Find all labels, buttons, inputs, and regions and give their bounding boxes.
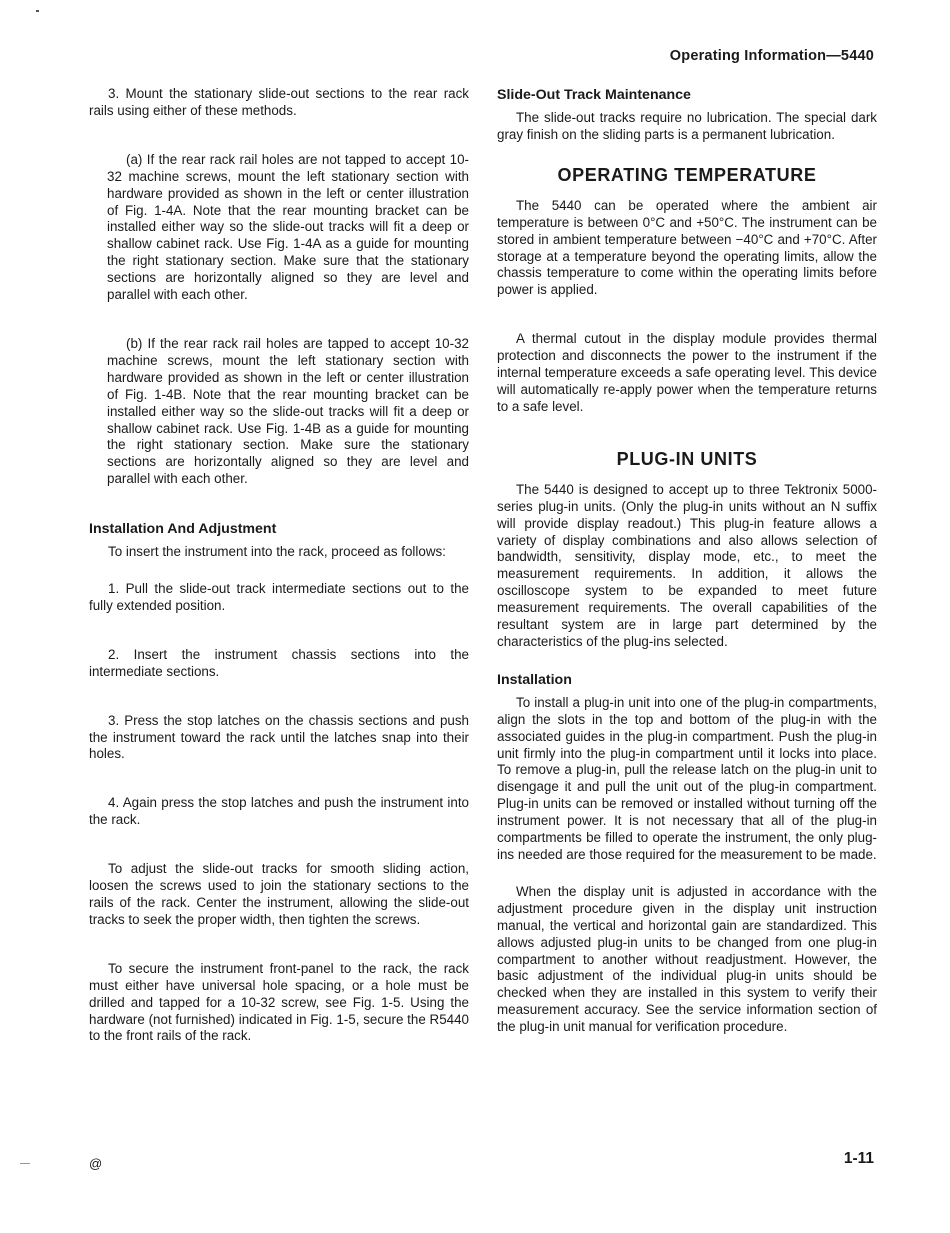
running-head: Operating Information—5440 (669, 48, 874, 64)
paragraph: 3. Mount the stationary slide-out sections to the rear rack rails using either of these methods. (89, 86, 469, 118)
heading-operating-temperature: OPERATING TEMPERATURE (557, 164, 817, 185)
step-4: 4. Again press the stop latches and push the instrument into the rack. (89, 795, 469, 828)
heading-installation-and-adjustment: Installation And Adjustment (89, 521, 277, 538)
scan-speck (20, 1163, 30, 1164)
right-column (497, 86, 877, 1036)
copyright-mark: @ (89, 1156, 103, 1171)
step-1: 1. Pull the slide-out track intermediate sections out to the fully extended position. (89, 581, 469, 613)
paragraph: To install a plug-in unit into one of the plug-in compartments, align the slots in the top and bottom of the plug-in with the associated guides in the plug-in compartment. Push the plug-in unit firmly into the plug-in compartment until it locks into place. To remove a plug-in, pull the release latch on the plug-in unit to disengage it and pull the unit out of the plug-in compartment. Plug-in units can be removed or installed without turning off the instrument power. It is not necessary that all of the plug-in compartments be filled to operate the instrument, the only plug-ins needed are those required for the measurement to be made. (497, 694, 877, 862)
paragraph: To adjust the slide-out tracks for smooth sliding action, loosen the screws used to join the stationary sections to the rails of the rack. Center the instrument, allowing the slide-out tracks to seek the proper width, then tighten the screws. (89, 861, 469, 927)
left-column (89, 86, 469, 1045)
paragraph: To secure the instrument front-panel to the rack, the rack must either have universal hole spacing, or a hole must be drilled and tapped for a 10-32 screw, see Fig. 1-5. Using the hardware (not furnished) indicated in Fig. 1-5, secure the R5440 to the front rails of the rack. (89, 960, 469, 1044)
paragraph-method-a: (a) If the rear rack rail holes are not tapped to accept 10-32 machine screws, mount the left stationary section with hardware provided as shown in the left or center illustration of Fig. 1-4A. Note that the rear mounting bracket can be installed either way so the slide-out tracks will fit a deep or shallow cabinet rack. Use Fig. 1-4A as a guide for mounting the right stationary section. Make sure that the stationary sections are horizontally aligned so they are level and parallel with each other. (107, 151, 469, 303)
page-number: 1-11 (843, 1150, 874, 1167)
paragraph: When the display unit is adjusted in accordance with the adjustment procedure given in the display unit instruction manual, the vertical and horizontal gain are standardized. This allows adjusted plug-in units to be changed from one plug-in compartment to another without readjustment. However, the basic adjustment of the individual plug-in units should be checked when they are installed in this system to verify their measurement accuracy. See the service information section of the plug-in unit manual for verification procedure. (497, 883, 877, 1035)
paragraph: The slide-out tracks require no lubrication. The special dark gray finish on the sliding parts is a permanent lubrication. (497, 110, 877, 142)
heading-slide-out-track-maintenance: Slide-Out Track Maintenance (497, 87, 691, 103)
scan-speck (36, 10, 39, 12)
step-2: 2. Insert the instrument chassis sections into the intermediate sections. (89, 646, 469, 679)
heading-plug-in-units: PLUG-IN UNITS (616, 448, 758, 469)
paragraph: The 5440 is designed to accept up to three Tektronix 5000-series plug-in units. (Only the plug-in units without an N suffix will provide display readout.) This plug-in feature allows a variety of display combinations and also allows selection of bandwidth, sensitivity, display mode, etc., to meet the measurement requirements. In addition, it allows the oscilloscope system to be expanded to meet future measurement requirements. The overall capabilities of the resultant system are in large part determined by the characteristics of the plug-ins selected. (497, 481, 877, 649)
paragraph: A thermal cutout in the display module provides thermal protection and disconnects the power to the instrument if the internal temperature exceeds a safe operating level. This device will automatically re-apply power when the temperature returns to a safe level. (497, 331, 877, 414)
paragraph: To insert the instrument into the rack, proceed as follows: (108, 544, 446, 560)
heading-installation: Installation (497, 671, 572, 688)
paragraph-method-b: (b) If the rear rack rail holes are tapped to accept 10-32 machine screws, mount the left stationary section with hardware provided as shown in the left or center illustration of Fig. 1-4B. Note that the rear mounting bracket can be installed either way so the slide-out tracks will fit a deep or shallow cabinet rack. Use Fig. 1-4B as a guide for mounting the right stationary section. Make sure the stationary sections are horizontally aligned so they are level and parallel with each other. (107, 335, 469, 487)
step-3: 3. Press the stop latches on the chassis sections and push the instrument toward the rack until the latches snap into their holes. (89, 712, 469, 762)
paragraph: The 5440 can be operated where the ambient air temperature is between 0°C and +50°C. The instrument can be stored in ambient temperature between −40°C and +70°C. After storage at a temperature beyond the operating limits, allow the chassis temperature to come within the operating limits before power is applied. (497, 197, 877, 298)
